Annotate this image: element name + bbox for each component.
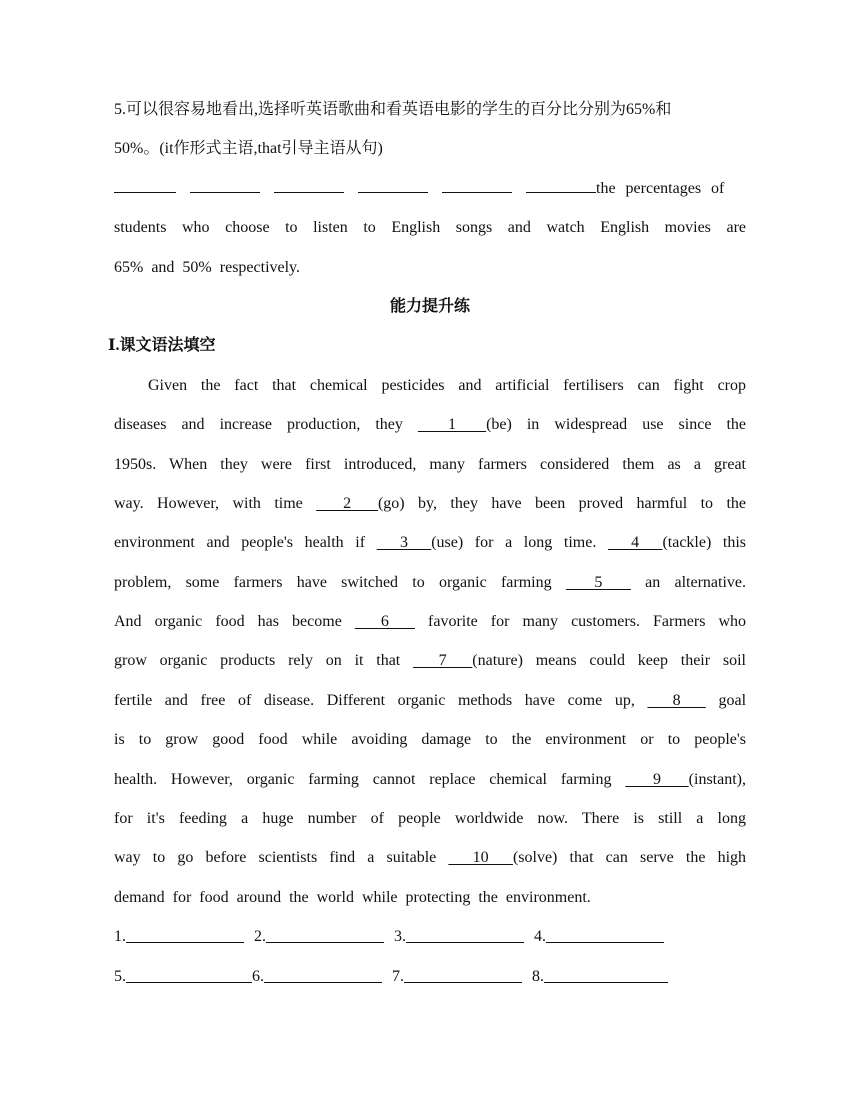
passage-line-13: way to go before scientists find a suitable 10 (solve) that can serve the high: [114, 849, 746, 867]
fill-blank[interactable]: [114, 176, 176, 193]
blank-10[interactable]: 10: [448, 849, 513, 867]
passage-line-1: Given the fact that chemical pesticides and artificial fertilisers can fight crop: [148, 376, 746, 394]
blank-9[interactable]: 9: [625, 770, 689, 788]
answer-label-3: 3.: [394, 928, 406, 946]
passage-line-5: environment and people's health if 3 (use) for a long time. 4 (tackle) this: [114, 534, 746, 552]
answer-label-4: 4.: [534, 928, 546, 946]
fill-blank[interactable]: [190, 176, 260, 193]
passage-line-10: is to grow good food while avoiding damage to the environment or to people's: [114, 731, 746, 749]
blank-1[interactable]: 1: [417, 416, 487, 434]
answer-label-7: 7.: [392, 967, 404, 985]
answer-label-8: 8.: [532, 967, 544, 985]
passage-line-9: fertile and free of disease. Different organic methods have come up, 8 goal: [114, 691, 746, 709]
passage-line-2: diseases and increase production, they 1 (be) in widespread use since the: [114, 416, 746, 434]
q5-english-tail: the percentages of: [596, 179, 725, 197]
blank-8[interactable]: 8: [647, 691, 706, 709]
answer-field-7[interactable]: [404, 966, 522, 983]
passage-line-7: And organic food has become 6 favorite for many customers. Farmers who: [114, 613, 746, 631]
answer-field-4[interactable]: [546, 926, 664, 943]
fill-blank[interactable]: [526, 176, 596, 193]
q5-chinese-line-1: 5.可以很容易地看出,选择听英语歌曲和看英语电影的学生的百分比分别为65%和: [114, 101, 672, 118]
answer-label-2: 2.: [254, 928, 266, 946]
blank-7[interactable]: 7: [413, 652, 473, 670]
answer-label-1: 1.: [114, 928, 126, 946]
q5-english-line-1: [114, 169, 746, 208]
passage-line-12: for it's feeding a huge number of people worldwide now. There is still a long: [114, 810, 746, 828]
answer-field-3[interactable]: [406, 926, 524, 943]
answer-field-8[interactable]: [544, 966, 668, 983]
answer-field-2[interactable]: [266, 926, 384, 943]
answer-row-1: [114, 917, 746, 956]
blank-5[interactable]: 5: [565, 573, 631, 591]
passage-line-8: grow organic products rely on it that 7 (nature) means could keep their soil: [114, 652, 746, 670]
passage-line-4: way. However, with time 2 (go) by, they have been proved harmful to the: [114, 494, 746, 512]
answer-field-1[interactable]: [126, 926, 244, 943]
document-page: [108, 90, 746, 996]
part-heading: Ⅰ.课文语法填空: [108, 337, 216, 355]
fill-blank[interactable]: [274, 176, 344, 193]
blank-2[interactable]: 2: [316, 494, 378, 512]
q5-english-line-3: 65% and 50% respectively.: [114, 258, 301, 276]
answer-label-6: 6.: [252, 967, 264, 985]
answer-field-5[interactable]: [126, 966, 252, 983]
section-title: 能力提升练: [389, 297, 470, 315]
answer-row-2: [114, 957, 746, 996]
passage-line-6: problem, some farmers have switched to organic farming 5 an alternative.: [114, 573, 746, 591]
fill-blank[interactable]: [442, 176, 512, 193]
blank-6[interactable]: 6: [354, 613, 415, 631]
passage-line-3: 1950s. When they were first introduced, many farmers considered them as a great: [114, 455, 746, 473]
passage-line-14: demand for food around the world while protecting the environment.: [114, 888, 591, 906]
blank-3[interactable]: 3: [376, 534, 432, 552]
answer-label-5: 5.: [114, 967, 126, 985]
q5-english-line-2: students who choose to listen to English songs and watch English movies are: [114, 219, 746, 237]
passage-line-11: health. However, organic farming cannot replace chemical farming 9 (instant),: [114, 770, 746, 788]
fill-blank[interactable]: [358, 176, 428, 193]
blank-4[interactable]: 4: [607, 534, 663, 552]
answer-field-6[interactable]: [264, 966, 382, 983]
q5-chinese-line-2: 50%。(it作形式主语,that引导主语从句): [114, 140, 383, 158]
